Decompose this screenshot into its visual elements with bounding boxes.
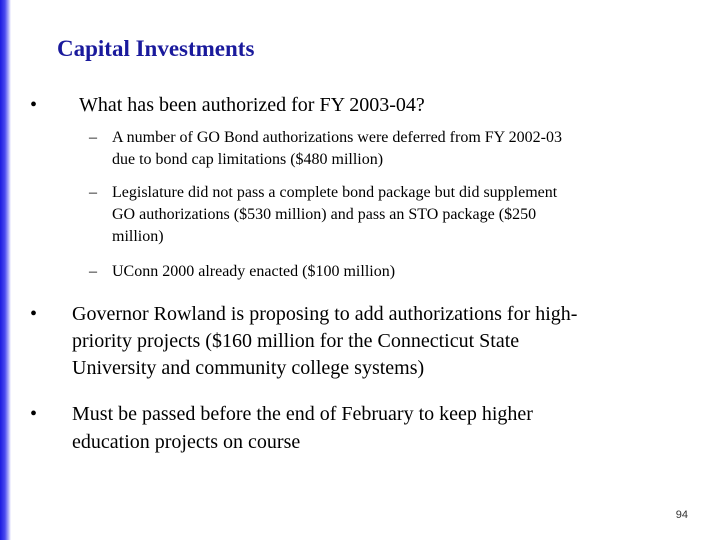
- dash-marker: –: [89, 263, 97, 280]
- bullet-item-3: [30, 400, 533, 456]
- bullet-line: Governor Rowland is proposing to add authorizations for high-: [72, 303, 578, 325]
- page-number: 94: [675, 509, 688, 521]
- sub-item-line: UConn 2000 already enacted ($100 million): [112, 263, 396, 280]
- sub-item-1: [89, 127, 562, 171]
- sub-item-2: [89, 182, 557, 248]
- bullet-line: education projects on course: [72, 431, 301, 453]
- bullet-marker: •: [30, 403, 38, 425]
- dash-marker: –: [89, 129, 97, 146]
- bullet-line: priority projects ($160 million for the Connecticut State: [72, 330, 520, 352]
- sub-item-line: Legislature did not pass a complete bond package but did supplement: [112, 184, 558, 201]
- bullet-item-1: [30, 92, 425, 118]
- bullet-line: Must be passed before the end of February to keep higher: [72, 403, 533, 425]
- bullet-text: [79, 92, 425, 118]
- sub-item-text: [112, 261, 395, 283]
- bullet-line: University and community college systems): [72, 357, 425, 379]
- bullet-text: [72, 400, 533, 456]
- dash-marker: –: [89, 184, 97, 201]
- sub-item-line: million): [112, 228, 164, 245]
- sub-item-text: [112, 182, 557, 248]
- left-accent-bar: [0, 0, 11, 540]
- sub-item-line: due to bond cap limitations ($480 million): [112, 151, 384, 168]
- bullet-text: [72, 301, 577, 382]
- slide-title: Capital Investments: [57, 36, 255, 61]
- sub-item-line: GO authorizations ($530 million) and pass an STO package ($250: [112, 206, 537, 223]
- bullet-marker: •: [30, 94, 38, 116]
- sub-item-text: [112, 127, 562, 171]
- bullet-marker: •: [30, 303, 38, 325]
- sub-item-line: A number of GO Bond authorizations were deferred from FY 2002-03: [112, 129, 562, 146]
- sub-item-3: [89, 261, 395, 283]
- bullet-line: What has been authorized for FY 2003-04?: [79, 94, 425, 116]
- bullet-item-2: [30, 301, 577, 382]
